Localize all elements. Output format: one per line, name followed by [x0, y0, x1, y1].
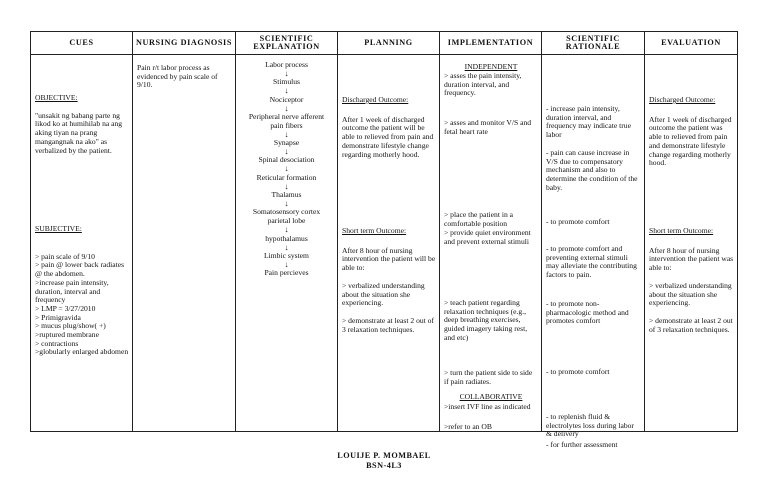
rationale-cell: [542, 55, 645, 449]
rationale-item: - pain can cause increase in V/S due to compensatory mechanism and also to determine the condition of the baby.: [546, 148, 638, 192]
subjective-item: > LMP = 3/27/2010: [35, 303, 96, 313]
subjective-item: > Primigravida: [35, 312, 81, 322]
flow-step: Labor process: [265, 60, 308, 69]
intervention-item: > turn the patient side to side if pain radiates.: [444, 368, 533, 386]
rationale-item: - to promote comfort: [546, 217, 610, 226]
subjective-item: >increase pain intensity, duration, interval and frequency: [35, 277, 109, 305]
arrow-down-icon: ↓: [284, 181, 289, 191]
subjective-section: [35, 225, 129, 357]
flow-step: Pain percieves: [264, 268, 309, 278]
subjective-item: > pain scale of 9/10: [35, 251, 95, 261]
objective-text: "unsakit ng babang parte ng likod ko at humihilab na ang aking tiyan na prang mangangnak na ako" as verbalized by the patient.: [35, 110, 123, 155]
subjective-item: >ruptured membrane: [35, 330, 99, 340]
arrow-down-icon: ↓: [284, 259, 289, 269]
header-evaluation: EVALUATION: [645, 32, 738, 55]
intervention-item: > place the patient in a comfortable position: [444, 210, 514, 228]
planning-discharged: [342, 96, 436, 159]
collaborative-item: >refer to an OB: [444, 422, 492, 431]
discharged-outcome-heading: Discharged Outcome:: [342, 95, 409, 104]
header-cues: CUES: [31, 32, 133, 55]
pathophysiology-flow: [236, 61, 337, 278]
short-term-outcome-text: After 8 hour of nursing intervention the patient was able to:: [649, 245, 734, 273]
diagnosis-cell: [133, 55, 236, 432]
subjective-list: [35, 253, 129, 357]
planning-short-term: [342, 227, 436, 334]
flow-step: Spinal desociation: [258, 155, 315, 165]
header-implementation: IMPLEMENTATION: [440, 32, 542, 55]
evaluation-short-term: [649, 227, 734, 334]
arrow-down-icon: ↓: [284, 129, 289, 139]
rationale-item: - for further assessment: [546, 440, 618, 449]
evaluation-discharged: [649, 96, 734, 168]
subjective-item: > contractions: [35, 338, 79, 348]
evaluation-outcome-item: > demonstrate at least 2 out of 3 relaxation techniques.: [649, 315, 733, 334]
arrow-down-icon: ↓: [284, 164, 289, 174]
header-scientific-explanation: SCIENTIFIC EXPLANATION: [236, 32, 338, 55]
independent-heading: INDEPENDENT: [464, 62, 518, 71]
collaborative-item: >insert IVF line as indicated: [444, 402, 531, 411]
subjective-heading: SUBJECTIVE:: [35, 224, 82, 233]
explanation-cell: [236, 55, 338, 432]
flow-step: Somatosensory cortex parietal lobe: [252, 207, 321, 226]
rationale-item: - to promote non-pharmacologic method and promotes comfort: [546, 299, 629, 326]
collaborative-heading: COLLABORATIVE: [459, 392, 523, 401]
author-section: BSN-4L3: [366, 461, 402, 470]
short-term-outcome-text: After 8 hour of nursing intervention the patient will be able to:: [342, 245, 436, 273]
rationale-item: - to promote comfort: [546, 367, 610, 376]
subjective-item: >globularly enlarged abdomen: [35, 347, 129, 357]
author-name: LOUIJE P. MOMBAEL: [337, 451, 431, 460]
implementation-cell: [440, 55, 542, 432]
diagnosis-text: Pain r/t labor process as evidenced by pain scale of 9/10.: [137, 63, 218, 90]
evaluation-cell: [645, 55, 738, 432]
subjective-item: > mucus plug/show( +): [35, 321, 106, 331]
intervention-item: > asses the pain intensity, duration interval, and frequency.: [444, 71, 522, 98]
rationale-item: - to replenish fluid & electrolytes loss during labor & delivery: [546, 412, 634, 439]
content-row: [31, 55, 738, 432]
header-scientific-rationale: SCIENTIFIC RATIONALE: [542, 32, 645, 55]
arrow-down-icon: ↓: [284, 242, 289, 252]
arrow-down-icon: ↓: [284, 68, 289, 78]
short-term-outcome-heading: Short term Outcome:: [342, 226, 407, 235]
flow-step: Peripheral nerve afferent pain fibers: [248, 111, 325, 130]
header-row: [31, 32, 738, 55]
flow-step: hypothalamus: [265, 233, 308, 243]
arrow-down-icon: ↓: [284, 103, 289, 113]
header-nursing-diagnosis: NURSING DIAGNOSIS: [133, 32, 236, 55]
arrow-down-icon: ↓: [284, 86, 289, 96]
arrow-down-icon: ↓: [284, 147, 289, 157]
flow-step: Synapse: [273, 138, 300, 148]
header-planning: PLANNING: [338, 32, 440, 55]
planning-outcome-item: > verbalized understanding about the situation she experiencing.: [342, 280, 425, 308]
rationale-item: - to promote comfort and preventing external stimuli may alleviate the contributing factors to pain.: [546, 244, 637, 280]
planning-cell: [338, 55, 440, 432]
arrow-down-icon: ↓: [284, 199, 289, 208]
flow-step: Stimulus: [272, 77, 300, 87]
intervention-item: > teach patient regarding relaxation techniques (e.g., deep breathing exercises, guided imagery taking rest, and etc): [444, 298, 528, 342]
discharged-outcome-text: After 1 week of discharged outcome the patient will be able to relieved from pain and demonstrate lifestyle change regarding motherly hood.: [342, 114, 434, 159]
discharged-outcome-heading: Discharged Outcome:: [649, 95, 716, 104]
flow-step: Thalamus: [271, 190, 302, 200]
flow-step: Limbic system: [264, 250, 309, 260]
intervention-item: > provide quiet environment and prevent external stimuli: [444, 228, 531, 246]
subjective-item: > pain @ lower back radiates @ the abdomen.: [35, 260, 125, 279]
rationale-item: - increase pain intensity, duration interval, and frequency may indicate true labor: [546, 104, 631, 140]
arrow-down-icon: ↓: [284, 225, 289, 235]
flow-step: Reticular formation: [256, 172, 317, 182]
discharged-outcome-text: After 1 week of discharged outcome the patient was able to relieved from pain and demonstrate lifestyle change regarding motherly hood.: [649, 114, 732, 168]
cues-cell: [31, 55, 133, 432]
objective-heading: OBJECTIVE:: [35, 93, 78, 102]
short-term-outcome-heading: Short term Outcome:: [649, 226, 714, 235]
intervention-item: > asses and monitor V/S and fetal heart rate: [444, 118, 532, 136]
flow-step: Nociceptor: [269, 94, 304, 104]
care-plan-table: [30, 31, 738, 449]
objective-section: [35, 94, 129, 155]
planning-outcome-item: > demonstrate at least 2 out of 3 relaxation techniques.: [342, 315, 435, 334]
evaluation-outcome-item: > verbalized understanding about the situation she experiencing.: [649, 280, 732, 308]
